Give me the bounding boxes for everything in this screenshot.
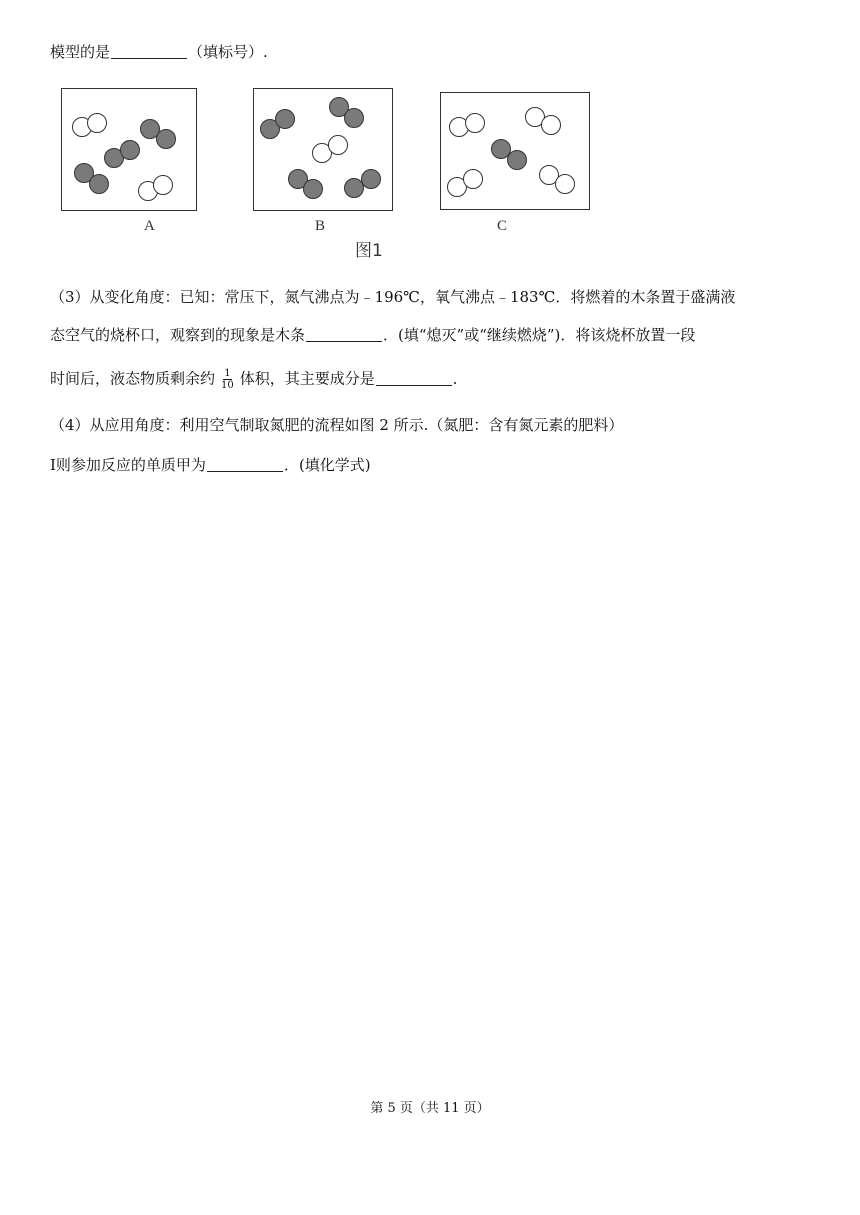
answer-blank[interactable] [207, 456, 283, 472]
line-text: ．(填化学式) [283, 456, 371, 474]
line-text: （填标号）. [188, 43, 268, 61]
question-line-model [50, 42, 815, 62]
fraction-denominator: 10 [221, 380, 234, 391]
box-label-b: B [315, 218, 326, 234]
model-box-c [440, 92, 590, 210]
line-text: 模型的是 [50, 43, 111, 61]
line-text: 时间后，液态物质剩余约 [50, 369, 216, 388]
page-footer: 第 5 页（共 11 页） [370, 1101, 490, 1116]
figure-caption: 图1 [355, 241, 383, 261]
atom [328, 135, 348, 155]
atom [120, 140, 140, 160]
atom [89, 174, 109, 194]
fraction [221, 368, 234, 391]
line-text: 态空气的烧杯口，观察到的现象是木条 [50, 326, 306, 344]
atom [507, 150, 527, 170]
question-3-line-3 [50, 368, 815, 391]
line-text: Ⅰ则参加反应的单质甲为 [50, 456, 206, 474]
line-text: ． [452, 369, 468, 388]
atom [153, 175, 173, 195]
atom [541, 115, 561, 135]
question-4-line-2 [50, 455, 815, 475]
atom [555, 174, 575, 194]
box-label-c: C [497, 218, 508, 234]
line-text: ．(填“熄灭”或“继续燃烧”)．将该烧杯放置一段 [383, 326, 696, 344]
model-box-b [253, 88, 393, 211]
atom [465, 113, 485, 133]
atom [463, 169, 483, 189]
atom [303, 179, 323, 199]
question-4-line-1: （4）从应用角度：利用空气制取氮肥的流程如图 2 所示.（氮肥：含有氮元素的肥料） [50, 416, 624, 434]
line-text: 体积，其主要成分是 [239, 369, 375, 388]
atom [344, 108, 364, 128]
fraction-numerator: 1 [224, 368, 231, 379]
question-3-line-2 [50, 325, 815, 345]
answer-blank[interactable] [376, 370, 452, 386]
figure-1-molecule-models [55, 82, 600, 262]
box-label-a: A [144, 218, 155, 234]
answer-blank[interactable] [111, 43, 187, 59]
atom [156, 129, 176, 149]
question-3-line-1: （3）从变化角度：已知：常压下，氮气沸点为﹣196℃，氧气沸点﹣183℃．将燃着的木条置于盛满液 [50, 288, 736, 306]
answer-blank[interactable] [306, 326, 382, 342]
atom [361, 169, 381, 189]
model-box-a [61, 88, 197, 211]
atom [87, 113, 107, 133]
atom [275, 109, 295, 129]
